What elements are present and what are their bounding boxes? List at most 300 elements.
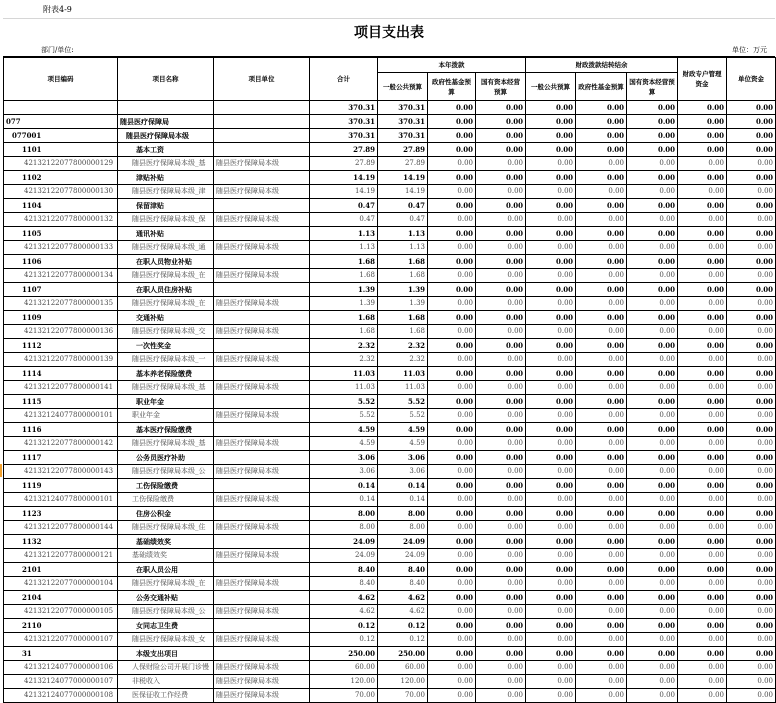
cell-project-unit[interactable]: 随县医疗保障局本级	[214, 689, 310, 703]
table-row[interactable]	[4, 675, 776, 689]
cell-amount[interactable]: 0.00	[627, 171, 678, 185]
cell-amount[interactable]: 0.00	[627, 143, 678, 157]
cell-amount[interactable]: 0.00	[476, 689, 526, 703]
table-row[interactable]	[4, 353, 776, 367]
cell-project-unit[interactable]: 随县医疗保障局本级	[214, 353, 310, 367]
cell-amount[interactable]: 0.00	[576, 185, 627, 199]
cell-amount[interactable]: 0.00	[576, 227, 627, 241]
cell-amount[interactable]: 0.00	[428, 171, 476, 185]
cell-amount[interactable]: 0.00	[727, 213, 776, 227]
cell-amount[interactable]: 0.00	[476, 451, 526, 465]
cell-amount[interactable]: 0.00	[678, 297, 727, 311]
cell-project-name[interactable]: 随县医疗保障局本级_基	[118, 437, 214, 451]
cell-amount[interactable]: 0.00	[428, 255, 476, 269]
cell-amount[interactable]: 0.00	[678, 353, 727, 367]
cell-amount[interactable]: 0.00	[627, 577, 678, 591]
cell-project-code[interactable]: 42132122077800000143	[4, 465, 118, 479]
cell-amount[interactable]: 0.00	[627, 199, 678, 213]
cell-project-unit[interactable]: 随县医疗保障局本级	[214, 549, 310, 563]
cell-amount[interactable]: 0.00	[627, 269, 678, 283]
cell-amount[interactable]: 0.00	[428, 129, 476, 143]
cell-amount[interactable]: 0.00	[678, 619, 727, 633]
cell-amount[interactable]: 0.00	[627, 381, 678, 395]
cell-amount[interactable]: 8.00	[310, 507, 378, 521]
cell-project-unit[interactable]: 随县医疗保障局本级	[214, 409, 310, 423]
cell-amount[interactable]: 8.00	[378, 507, 428, 521]
cell-amount[interactable]: 0.00	[428, 185, 476, 199]
cell-amount[interactable]: 0.00	[627, 563, 678, 577]
cell-amount[interactable]: 0.00	[678, 367, 727, 381]
cell-amount[interactable]: 0.00	[476, 325, 526, 339]
cell-amount[interactable]: 0.00	[476, 465, 526, 479]
cell-amount[interactable]: 0.00	[428, 437, 476, 451]
cell-project-name[interactable]: 随县医疗保障局本级_基	[118, 381, 214, 395]
cell-amount[interactable]: 1.13	[378, 227, 428, 241]
cell-project-code[interactable]: 42132122077800000134	[4, 269, 118, 283]
cell-project-name[interactable]: 基本工资	[118, 143, 214, 157]
cell-amount[interactable]: 0.00	[727, 409, 776, 423]
cell-amount[interactable]: 0.00	[678, 241, 727, 255]
cell-amount[interactable]: 0.14	[310, 493, 378, 507]
cell-amount[interactable]: 0.00	[526, 535, 576, 549]
cell-amount[interactable]: 0.00	[526, 605, 576, 619]
cell-project-name[interactable]: 住房公积金	[118, 507, 214, 521]
cell-amount[interactable]: 0.00	[428, 647, 476, 661]
cell-amount[interactable]: 370.31	[310, 101, 378, 115]
cell-project-name[interactable]: 随县医疗保障局本级_一	[118, 353, 214, 367]
cell-amount[interactable]: 0.00	[627, 115, 678, 129]
cell-amount[interactable]: 0.00	[678, 325, 727, 339]
cell-amount[interactable]: 0.00	[627, 633, 678, 647]
cell-project-name[interactable]: 随县医疗保障局本级_保	[118, 213, 214, 227]
cell-amount[interactable]: 2.32	[378, 353, 428, 367]
cell-project-code[interactable]: 1132	[4, 535, 118, 549]
cell-amount[interactable]: 0.00	[476, 185, 526, 199]
cell-amount[interactable]: 0.00	[627, 479, 678, 493]
table-row[interactable]	[4, 395, 776, 409]
cell-amount[interactable]: 0.00	[428, 619, 476, 633]
cell-amount[interactable]: 1.39	[310, 283, 378, 297]
cell-amount[interactable]: 3.06	[378, 451, 428, 465]
cell-amount[interactable]: 370.31	[378, 115, 428, 129]
cell-amount[interactable]: 1.39	[378, 297, 428, 311]
cell-amount[interactable]: 8.40	[310, 563, 378, 577]
cell-project-name[interactable]: 随县医疗保障局本级_通	[118, 241, 214, 255]
cell-amount[interactable]: 0.00	[727, 283, 776, 297]
cell-amount[interactable]: 0.00	[576, 465, 627, 479]
cell-amount[interactable]: 2.32	[310, 339, 378, 353]
table-row[interactable]	[4, 661, 776, 675]
cell-amount[interactable]: 0.00	[428, 507, 476, 521]
cell-amount[interactable]: 14.19	[310, 185, 378, 199]
cell-amount[interactable]: 0.00	[727, 157, 776, 171]
cell-project-code[interactable]: 2104	[4, 591, 118, 605]
cell-amount[interactable]: 0.00	[526, 381, 576, 395]
cell-amount[interactable]: 0.00	[678, 507, 727, 521]
cell-project-code[interactable]: 42132124077000000106	[4, 661, 118, 675]
cell-project-unit[interactable]	[214, 535, 310, 549]
cell-amount[interactable]: 0.00	[627, 619, 678, 633]
cell-project-unit[interactable]: 随县医疗保障局本级	[214, 493, 310, 507]
table-row[interactable]	[4, 241, 776, 255]
cell-project-name[interactable]: 通讯补贴	[118, 227, 214, 241]
cell-project-name[interactable]: 基础绩效奖	[118, 549, 214, 563]
cell-amount[interactable]: 0.00	[678, 143, 727, 157]
cell-amount[interactable]: 0.00	[576, 451, 627, 465]
cell-amount[interactable]: 0.00	[727, 297, 776, 311]
cell-amount[interactable]: 0.00	[428, 563, 476, 577]
cell-project-unit[interactable]: 随县医疗保障局本级	[214, 269, 310, 283]
cell-amount[interactable]: 0.00	[576, 661, 627, 675]
cell-amount[interactable]: 0.00	[428, 227, 476, 241]
cell-amount[interactable]: 0.00	[627, 157, 678, 171]
cell-project-name[interactable]: 津贴补贴	[118, 171, 214, 185]
cell-amount[interactable]: 0.00	[576, 101, 627, 115]
cell-amount[interactable]: 0.00	[526, 241, 576, 255]
cell-project-unit[interactable]: 随县医疗保障局本级	[214, 241, 310, 255]
cell-amount[interactable]: 0.00	[428, 661, 476, 675]
cell-amount[interactable]: 0.00	[476, 115, 526, 129]
cell-amount[interactable]: 1.13	[378, 241, 428, 255]
cell-amount[interactable]: 4.62	[378, 605, 428, 619]
cell-amount[interactable]: 0.00	[727, 255, 776, 269]
cell-amount[interactable]: 0.00	[678, 675, 727, 689]
cell-amount[interactable]: 0.00	[727, 563, 776, 577]
cell-amount[interactable]: 0.00	[727, 395, 776, 409]
cell-amount[interactable]: 0.00	[476, 647, 526, 661]
cell-project-code[interactable]: 1119	[4, 479, 118, 493]
cell-amount[interactable]: 0.00	[678, 451, 727, 465]
cell-amount[interactable]: 0.00	[428, 101, 476, 115]
cell-amount[interactable]: 0.00	[526, 101, 576, 115]
cell-amount[interactable]: 0.00	[678, 129, 727, 143]
cell-project-code[interactable]: 42132122077000000104	[4, 577, 118, 591]
cell-amount[interactable]: 0.00	[476, 563, 526, 577]
cell-amount[interactable]: 0.00	[627, 227, 678, 241]
cell-amount[interactable]: 0.00	[428, 591, 476, 605]
cell-amount[interactable]: 5.52	[310, 395, 378, 409]
cell-amount[interactable]: 8.00	[310, 521, 378, 535]
cell-amount[interactable]: 0.00	[627, 493, 678, 507]
cell-project-name[interactable]: 职业年金	[118, 409, 214, 423]
cell-amount[interactable]: 0.00	[727, 269, 776, 283]
cell-project-code[interactable]: 2101	[4, 563, 118, 577]
cell-project-unit[interactable]	[214, 143, 310, 157]
cell-project-code[interactable]: 42132124077000000108	[4, 689, 118, 703]
cell-amount[interactable]: 0.00	[678, 227, 727, 241]
cell-project-code[interactable]: 42132122077800000133	[4, 241, 118, 255]
cell-amount[interactable]: 0.00	[627, 437, 678, 451]
cell-project-code[interactable]: 1115	[4, 395, 118, 409]
cell-amount[interactable]: 0.00	[476, 213, 526, 227]
cell-amount[interactable]: 0.00	[727, 171, 776, 185]
cell-amount[interactable]: 0.00	[526, 171, 576, 185]
cell-amount[interactable]: 250.00	[310, 647, 378, 661]
cell-amount[interactable]: 0.00	[428, 283, 476, 297]
cell-amount[interactable]: 0.00	[428, 675, 476, 689]
cell-amount[interactable]: 0.00	[476, 157, 526, 171]
cell-amount[interactable]: 11.03	[378, 381, 428, 395]
cell-project-name[interactable]: 基本医疗保险缴费	[118, 423, 214, 437]
cell-amount[interactable]: 0.00	[428, 423, 476, 437]
cell-amount[interactable]: 0.00	[678, 493, 727, 507]
cell-project-name[interactable]: 工伤保险缴费	[118, 479, 214, 493]
cell-amount[interactable]: 0.00	[576, 297, 627, 311]
cell-amount[interactable]: 0.00	[526, 269, 576, 283]
cell-amount[interactable]: 0.00	[727, 423, 776, 437]
cell-amount[interactable]: 0.00	[428, 311, 476, 325]
cell-amount[interactable]: 1.68	[378, 255, 428, 269]
cell-amount[interactable]: 0.00	[727, 591, 776, 605]
cell-amount[interactable]: 0.00	[627, 339, 678, 353]
cell-amount[interactable]: 370.31	[378, 129, 428, 143]
cell-amount[interactable]: 0.00	[576, 423, 627, 437]
cell-amount[interactable]: 60.00	[378, 661, 428, 675]
cell-project-unit[interactable]: 随县医疗保障局本级	[214, 297, 310, 311]
table-row[interactable]	[4, 549, 776, 563]
cell-project-unit[interactable]	[214, 451, 310, 465]
cell-amount[interactable]: 1.68	[310, 269, 378, 283]
cell-amount[interactable]: 0.00	[576, 381, 627, 395]
cell-project-name[interactable]: 随县医疗保障局本级_公	[118, 605, 214, 619]
cell-amount[interactable]: 0.00	[476, 605, 526, 619]
cell-amount[interactable]: 0.00	[576, 619, 627, 633]
cell-amount[interactable]: 1.13	[310, 241, 378, 255]
cell-amount[interactable]: 1.39	[310, 297, 378, 311]
cell-amount[interactable]: 0.00	[428, 689, 476, 703]
cell-amount[interactable]: 8.40	[378, 563, 428, 577]
cell-amount[interactable]: 1.68	[378, 269, 428, 283]
table-row[interactable]	[4, 129, 776, 143]
cell-amount[interactable]: 27.89	[378, 157, 428, 171]
table-row[interactable]	[4, 437, 776, 451]
cell-amount[interactable]: 0.00	[526, 325, 576, 339]
cell-project-unit[interactable]	[214, 563, 310, 577]
table-row[interactable]	[4, 451, 776, 465]
table-row[interactable]	[4, 311, 776, 325]
cell-amount[interactable]: 0.47	[378, 213, 428, 227]
cell-project-name[interactable]: 随县医疗保障局本级_在	[118, 269, 214, 283]
cell-amount[interactable]: 0.00	[576, 283, 627, 297]
table-row[interactable]	[4, 423, 776, 437]
cell-amount[interactable]: 0.00	[576, 577, 627, 591]
cell-amount[interactable]: 0.00	[526, 437, 576, 451]
cell-amount[interactable]: 0.00	[576, 591, 627, 605]
cell-project-code[interactable]: 1107	[4, 283, 118, 297]
cell-amount[interactable]: 4.62	[310, 591, 378, 605]
cell-amount[interactable]: 0.00	[428, 157, 476, 171]
cell-amount[interactable]: 27.89	[310, 143, 378, 157]
cell-amount[interactable]: 0.00	[428, 549, 476, 563]
cell-amount[interactable]: 0.12	[310, 619, 378, 633]
cell-amount[interactable]: 1.13	[310, 227, 378, 241]
cell-amount[interactable]: 14.19	[378, 185, 428, 199]
cell-project-name[interactable]: 基础绩效奖	[118, 535, 214, 549]
cell-project-name[interactable]: 随县医疗保障局本级_住	[118, 521, 214, 535]
cell-amount[interactable]: 70.00	[310, 689, 378, 703]
cell-amount[interactable]: 0.00	[627, 507, 678, 521]
cell-amount[interactable]: 0.00	[428, 353, 476, 367]
cell-project-unit[interactable]: 随县医疗保障局本级	[214, 675, 310, 689]
cell-amount[interactable]: 0.47	[378, 199, 428, 213]
cell-amount[interactable]: 0.00	[526, 633, 576, 647]
cell-project-name[interactable]: 医保征收工作经费	[118, 689, 214, 703]
cell-project-unit[interactable]: 随县医疗保障局本级	[214, 521, 310, 535]
cell-amount[interactable]: 0.12	[378, 633, 428, 647]
cell-project-unit[interactable]: 随县医疗保障局本级	[214, 465, 310, 479]
cell-amount[interactable]: 5.52	[378, 409, 428, 423]
cell-project-code[interactable]: 1112	[4, 339, 118, 353]
cell-amount[interactable]: 0.00	[678, 689, 727, 703]
cell-project-code[interactable]	[4, 101, 118, 115]
cell-amount[interactable]: 0.00	[476, 241, 526, 255]
cell-amount[interactable]: 0.12	[378, 619, 428, 633]
cell-project-code[interactable]: 1114	[4, 367, 118, 381]
cell-amount[interactable]: 0.00	[526, 143, 576, 157]
table-row[interactable]	[4, 367, 776, 381]
cell-amount[interactable]: 0.00	[627, 409, 678, 423]
cell-project-name[interactable]: 交通补贴	[118, 311, 214, 325]
cell-project-code[interactable]: 1101	[4, 143, 118, 157]
cell-amount[interactable]: 250.00	[378, 647, 428, 661]
cell-amount[interactable]: 1.68	[310, 255, 378, 269]
cell-project-name[interactable]: 职业年金	[118, 395, 214, 409]
table-row[interactable]	[4, 633, 776, 647]
cell-project-name[interactable]: 随县医疗保障局本级_交	[118, 325, 214, 339]
cell-amount[interactable]: 0.00	[627, 395, 678, 409]
cell-project-name[interactable]: 随县医疗保障局本级_津	[118, 185, 214, 199]
cell-amount[interactable]: 0.00	[576, 353, 627, 367]
cell-project-unit[interactable]: 随县医疗保障局本级	[214, 325, 310, 339]
cell-amount[interactable]: 0.00	[476, 395, 526, 409]
cell-amount[interactable]: 0.00	[526, 493, 576, 507]
cell-amount[interactable]: 8.40	[378, 577, 428, 591]
cell-amount[interactable]: 2.32	[310, 353, 378, 367]
cell-amount[interactable]: 0.12	[310, 633, 378, 647]
cell-amount[interactable]: 0.00	[428, 199, 476, 213]
table-row[interactable]	[4, 325, 776, 339]
cell-project-name[interactable]: 保留津贴	[118, 199, 214, 213]
cell-project-name[interactable]: 随县医疗保障局本级_女	[118, 633, 214, 647]
cell-project-name[interactable]: 人保财险公司开展门诊慢	[118, 661, 214, 675]
cell-project-code[interactable]: 42132124077800000101	[4, 493, 118, 507]
cell-project-name[interactable]: 工伤保险缴费	[118, 493, 214, 507]
cell-project-name[interactable]: 非税收入	[118, 675, 214, 689]
cell-amount[interactable]: 4.59	[310, 437, 378, 451]
cell-amount[interactable]: 0.00	[678, 339, 727, 353]
cell-amount[interactable]: 0.00	[727, 521, 776, 535]
cell-project-code[interactable]: 077	[4, 115, 118, 129]
cell-amount[interactable]: 11.03	[310, 367, 378, 381]
cell-project-unit[interactable]	[214, 339, 310, 353]
cell-amount[interactable]: 0.00	[678, 465, 727, 479]
cell-amount[interactable]: 0.00	[428, 465, 476, 479]
cell-amount[interactable]: 0.00	[576, 633, 627, 647]
cell-amount[interactable]: 14.19	[310, 171, 378, 185]
cell-amount[interactable]: 0.00	[627, 535, 678, 549]
cell-amount[interactable]: 0.00	[476, 311, 526, 325]
cell-amount[interactable]: 0.00	[576, 213, 627, 227]
cell-amount[interactable]: 0.00	[727, 507, 776, 521]
cell-amount[interactable]: 0.00	[627, 521, 678, 535]
cell-amount[interactable]: 0.00	[678, 633, 727, 647]
cell-amount[interactable]: 0.00	[627, 423, 678, 437]
cell-amount[interactable]: 0.14	[310, 479, 378, 493]
cell-amount[interactable]: 0.00	[576, 255, 627, 269]
cell-project-code[interactable]: 42132122077800000141	[4, 381, 118, 395]
cell-project-name[interactable]: 随县医疗保障局本级_在	[118, 577, 214, 591]
cell-amount[interactable]: 0.00	[526, 521, 576, 535]
cell-amount[interactable]: 0.00	[678, 255, 727, 269]
cell-amount[interactable]: 2.32	[378, 339, 428, 353]
cell-amount[interactable]: 0.00	[727, 535, 776, 549]
cell-amount[interactable]: 0.00	[476, 367, 526, 381]
cell-amount[interactable]: 11.03	[310, 381, 378, 395]
cell-amount[interactable]: 0.00	[678, 409, 727, 423]
cell-amount[interactable]: 0.00	[678, 199, 727, 213]
cell-project-unit[interactable]	[214, 283, 310, 297]
cell-amount[interactable]: 0.00	[526, 451, 576, 465]
cell-amount[interactable]: 0.00	[576, 171, 627, 185]
cell-amount[interactable]: 0.00	[476, 437, 526, 451]
cell-amount[interactable]: 0.00	[526, 213, 576, 227]
cell-amount[interactable]: 0.00	[476, 269, 526, 283]
table-row[interactable]	[4, 605, 776, 619]
cell-amount[interactable]: 0.00	[428, 269, 476, 283]
cell-amount[interactable]: 370.31	[378, 101, 428, 115]
cell-amount[interactable]: 4.59	[310, 423, 378, 437]
cell-project-unit[interactable]: 随县医疗保障局本级	[214, 213, 310, 227]
cell-amount[interactable]: 3.06	[378, 465, 428, 479]
cell-amount[interactable]: 0.00	[526, 423, 576, 437]
cell-amount[interactable]: 0.00	[727, 605, 776, 619]
cell-project-name[interactable]: 公务员医疗补助	[118, 451, 214, 465]
table-row[interactable]	[4, 563, 776, 577]
cell-amount[interactable]: 120.00	[378, 675, 428, 689]
cell-amount[interactable]: 0.00	[727, 647, 776, 661]
cell-amount[interactable]: 0.00	[727, 311, 776, 325]
cell-project-unit[interactable]	[214, 479, 310, 493]
cell-amount[interactable]: 24.09	[378, 549, 428, 563]
cell-amount[interactable]: 0.00	[727, 577, 776, 591]
cell-project-code[interactable]: 1104	[4, 199, 118, 213]
cell-amount[interactable]: 0.00	[678, 535, 727, 549]
cell-amount[interactable]: 0.00	[727, 465, 776, 479]
cell-amount[interactable]: 0.14	[378, 479, 428, 493]
cell-amount[interactable]: 0.00	[678, 213, 727, 227]
cell-amount[interactable]: 0.00	[576, 437, 627, 451]
cell-amount[interactable]: 0.00	[476, 101, 526, 115]
table-row[interactable]	[4, 283, 776, 297]
cell-amount[interactable]: 0.00	[678, 605, 727, 619]
cell-amount[interactable]: 0.00	[526, 479, 576, 493]
cell-amount[interactable]: 0.00	[428, 339, 476, 353]
cell-amount[interactable]: 0.00	[428, 367, 476, 381]
cell-amount[interactable]: 0.00	[428, 535, 476, 549]
cell-amount[interactable]: 0.00	[627, 465, 678, 479]
cell-project-name[interactable]: 随县医疗保障局本级	[118, 129, 214, 143]
cell-project-unit[interactable]	[214, 311, 310, 325]
cell-amount[interactable]: 0.00	[526, 297, 576, 311]
cell-project-unit[interactable]	[214, 129, 310, 143]
cell-amount[interactable]: 0.00	[576, 129, 627, 143]
cell-amount[interactable]: 0.00	[428, 325, 476, 339]
cell-amount[interactable]: 0.00	[476, 493, 526, 507]
cell-project-unit[interactable]	[214, 367, 310, 381]
cell-amount[interactable]: 0.00	[476, 661, 526, 675]
cell-amount[interactable]: 0.00	[627, 675, 678, 689]
cell-amount[interactable]: 0.00	[627, 367, 678, 381]
